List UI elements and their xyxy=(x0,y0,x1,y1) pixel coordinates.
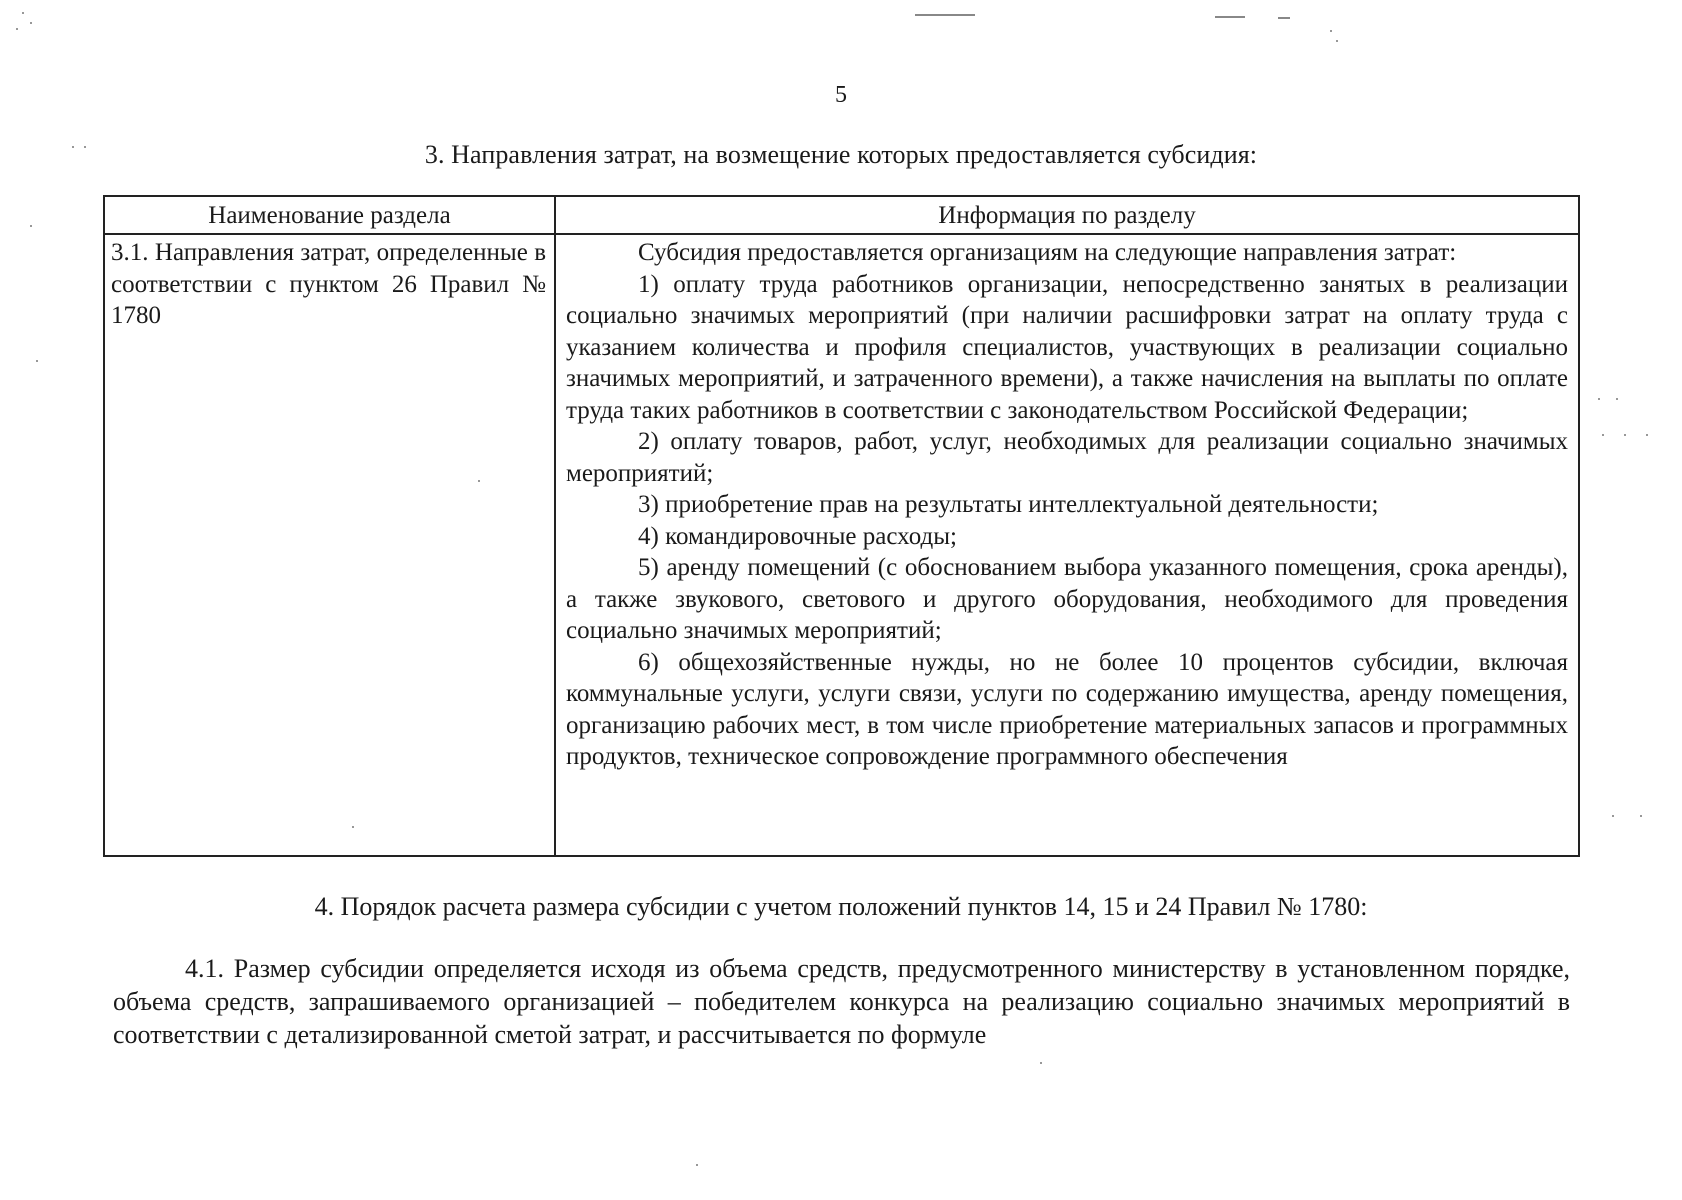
info-item-3: 3) приобретение прав на результаты интеллектуальной деятельности; xyxy=(638,491,1379,518)
info-item-1: 1) оплату труда работников организации, непосредственно занятых в реализации социально значимых мероприятий (при наличии расшифровки затрат на оплату труда с указанием количества и профиля специалистов, участвующих в реализации социально значимых мероприятий, и затраченного времени), а также начисления на выплаты по оплате труда таких работников в соответствии с законодательством Российской Федерации; xyxy=(566,270,1568,424)
paragraph-4-1: 4.1. Размер субсидии определяется исходя из объема средств, предусмотренного министерству в установленном порядке, объема средств, запрашиваемого организацией – победителем конкурса на реализацию социально значимых мероприятий в соответствии с детализированной сметой затрат, и рассчитывается по формуле xyxy=(113,954,1570,1049)
info-item-6: 6) общехозяйственные нужды, но не более 10 процентов субсидии, включая коммунальные услуги, услуги связи, услуги по содержанию имущества, аренду помещения, организацию рабочих мест, в том числе приобретение материальных запасов и программных продуктов, техническое сопровождение программного обеспечения xyxy=(566,648,1568,770)
scan-artifact xyxy=(1624,434,1626,436)
scan-artifact xyxy=(1616,398,1618,400)
scan-artifact xyxy=(696,1164,698,1166)
scan-artifact xyxy=(36,360,38,362)
table-cell-section-name: 3.1. Направления затрат, определенные в соответствии с пунктом 26 Правил № 1780 xyxy=(105,235,556,855)
page-number: 5 xyxy=(835,82,847,108)
scan-artifact xyxy=(22,12,24,14)
scan-artifact xyxy=(1278,17,1290,19)
scan-artifact xyxy=(1215,16,1245,18)
section-3-heading: 3. Направления затрат, на возмещение которых предоставляется субсидия: xyxy=(424,140,1258,169)
table-header-section-info: Информация по разделу xyxy=(556,197,1578,235)
scan-artifact xyxy=(1602,434,1604,436)
scan-artifact xyxy=(478,480,480,482)
section-4-heading: 4. Порядок расчета размера субсидии с учетом положений пунктов 14, 15 и 24 Правил № 1780: xyxy=(314,892,1368,921)
table-cell-section-info xyxy=(556,235,1578,855)
scan-artifact xyxy=(16,28,18,30)
scan-artifact xyxy=(1646,434,1648,436)
scan-artifact xyxy=(1640,815,1642,817)
info-item-2: 2) оплату товаров, работ, услуг, необходимых для реализации социально значимых мероприятий; xyxy=(566,428,1568,487)
cost-directions-table xyxy=(103,195,1580,857)
scan-artifact xyxy=(1330,30,1332,32)
scan-artifact xyxy=(1336,40,1338,42)
scan-artifact xyxy=(30,225,32,227)
scan-artifact xyxy=(72,146,74,148)
info-item-5: 5) аренду помещений (с обоснованием выбора указанного помещения, срока аренды), а также звукового, светового и другого оборудования, необходимого для проведения социально значимых мероприятий; xyxy=(566,554,1568,644)
scan-artifact xyxy=(84,146,86,148)
scan-artifact xyxy=(915,14,975,16)
scan-artifact xyxy=(1040,1062,1042,1064)
info-intro: Субсидия предоставляется организациям на следующие направления затрат: xyxy=(638,239,1457,266)
scan-artifact xyxy=(1598,398,1600,400)
info-item-4: 4) командировочные расходы; xyxy=(638,522,957,550)
scan-artifact xyxy=(1612,815,1614,817)
scan-artifact xyxy=(352,826,354,828)
scan-artifact xyxy=(30,22,32,24)
table-header-section-name: Наименование раздела xyxy=(105,197,556,235)
